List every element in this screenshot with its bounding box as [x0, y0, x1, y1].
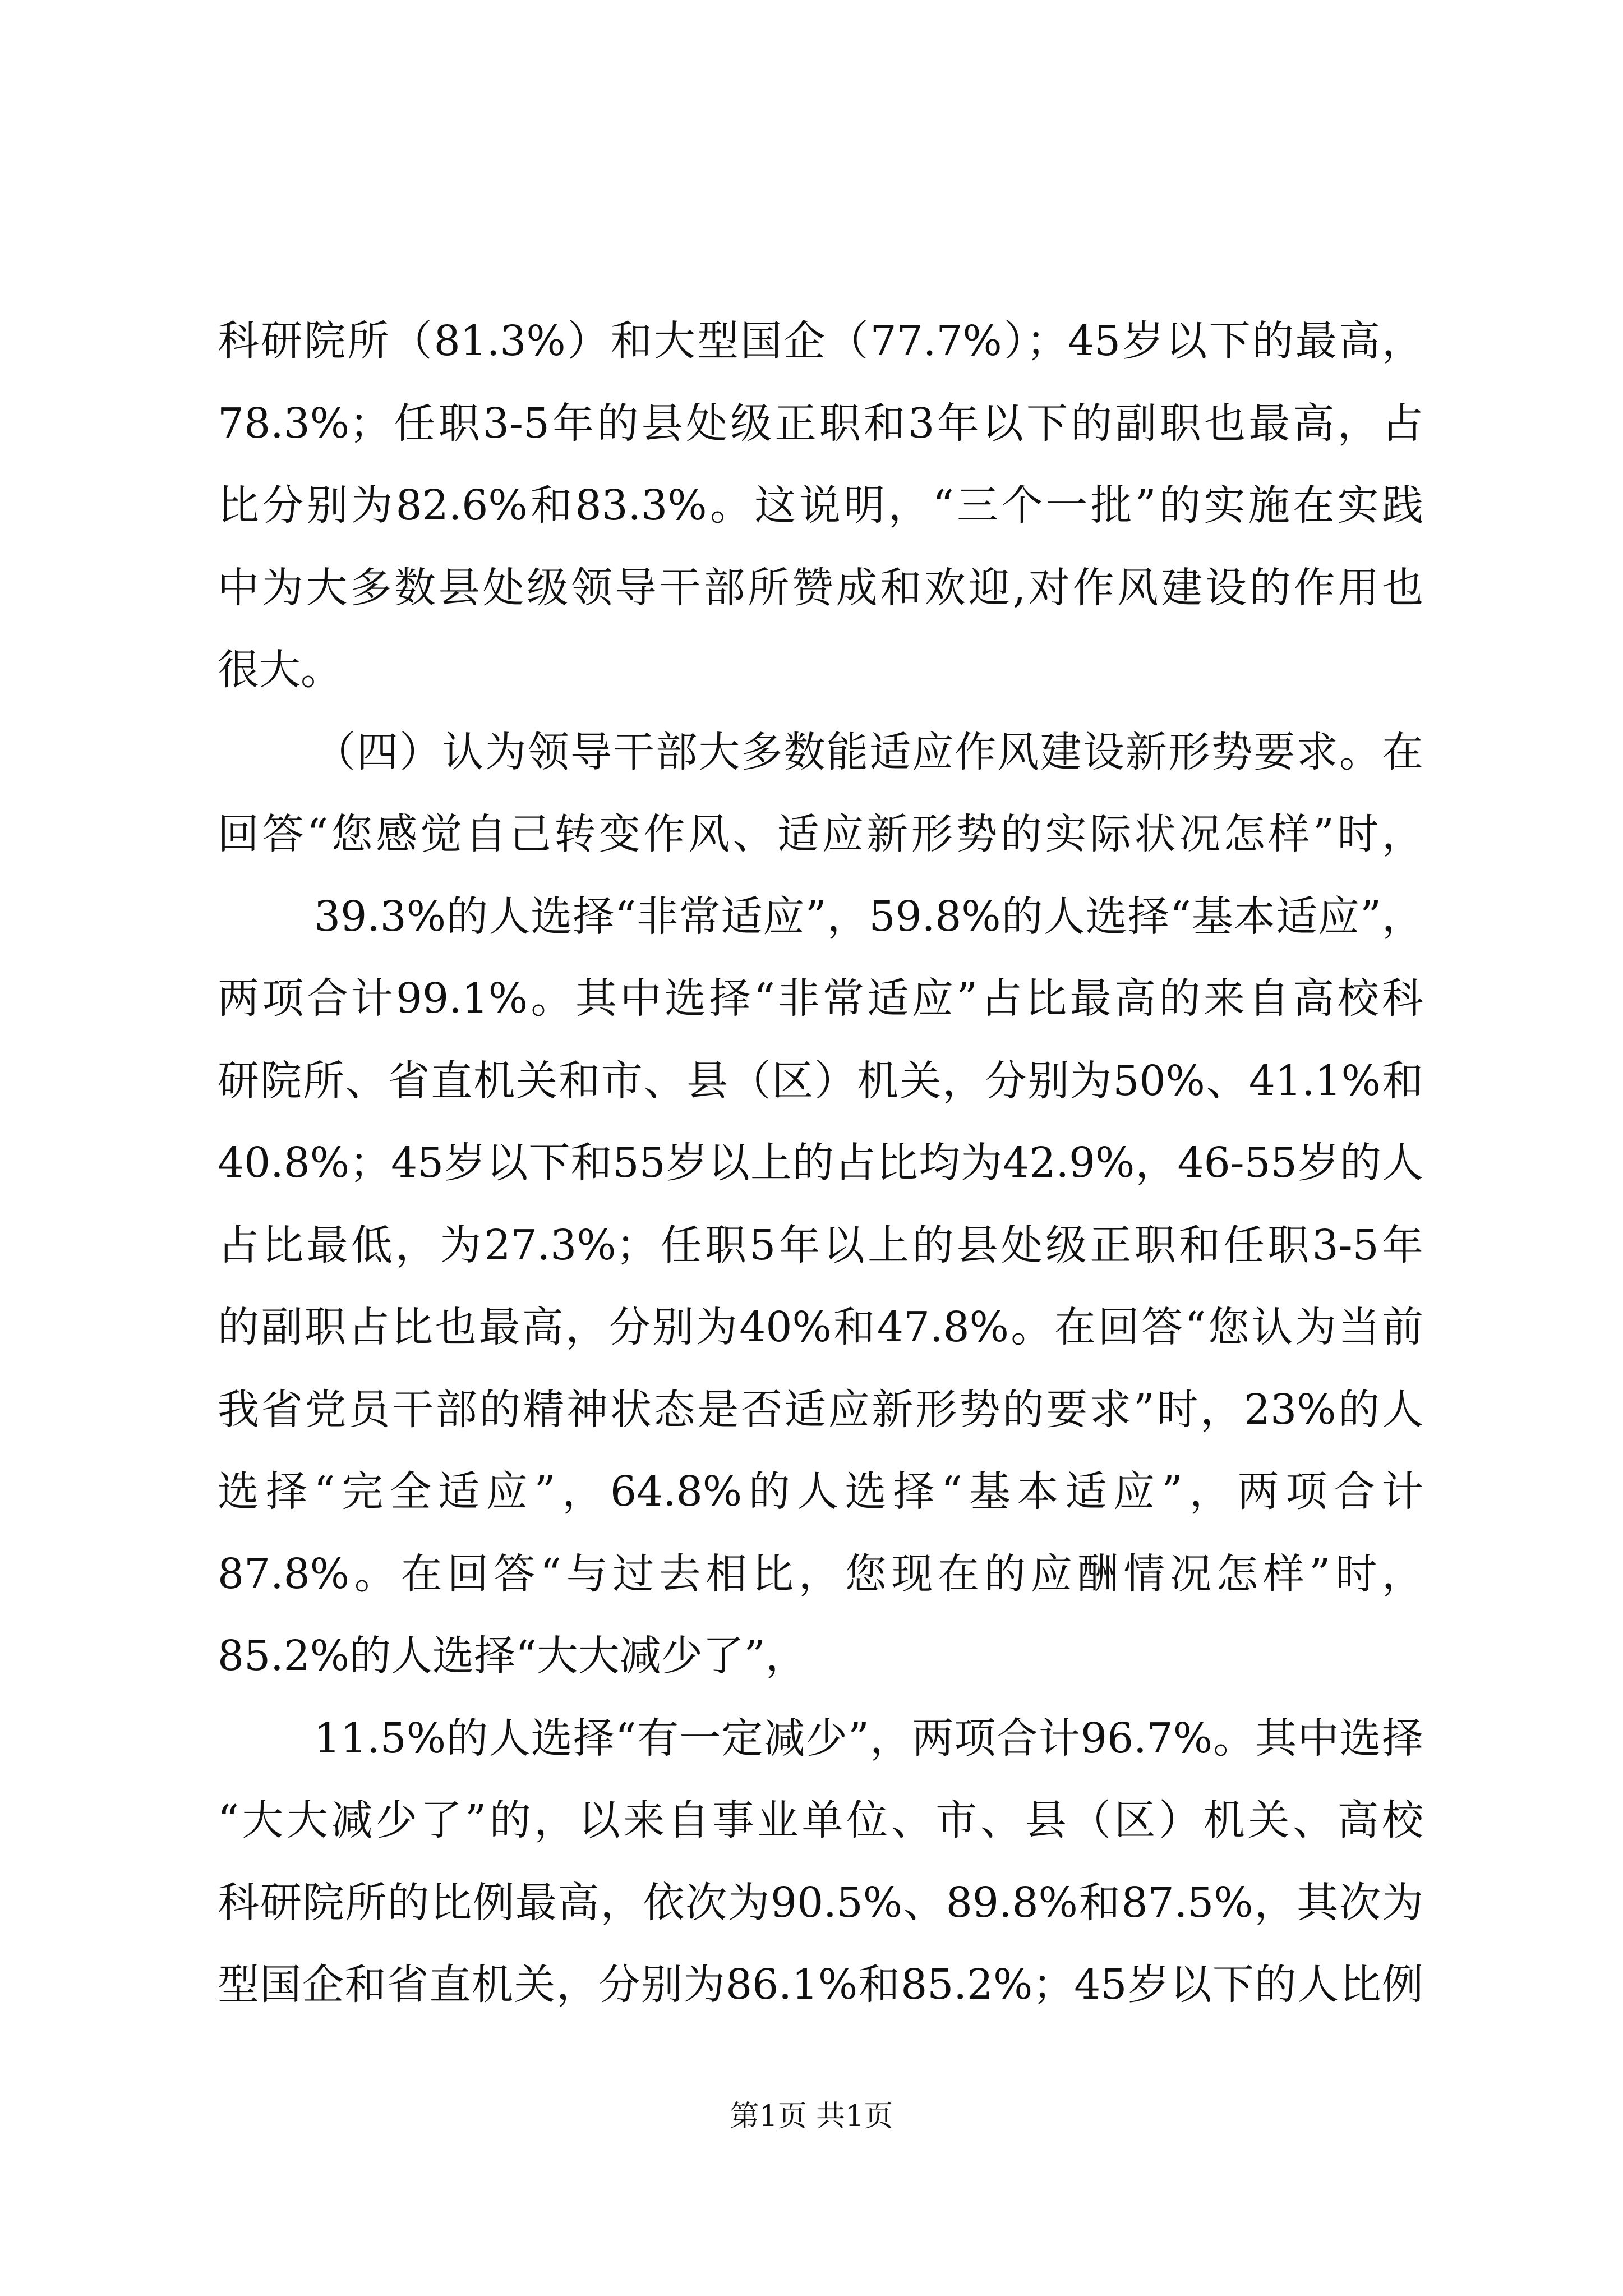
text-line: “大大减少了”的，以来自事业单位、市、县（区）机关、高校 [218, 1796, 1423, 1844]
text-line: 85.2%的人选择“大大减少了”， [218, 1632, 807, 1680]
text-line: 中为大多数县处级领导干部所赞成和欢迎,对作风建设的作用也 [218, 563, 1423, 612]
text-line: 两项合计99.1%。其中选择“非常适应”占比最高的来自高校科 [218, 974, 1423, 1023]
text-line: 科研院所的比例最高，依次为90.5%、89.8%和87.5%，其次为 [218, 1878, 1423, 1927]
body-text [218, 300, 1423, 2026]
section-heading-line: （四）认为领导干部大多数能适应作风建设新形势要求。在 [314, 728, 1423, 776]
text-line: 型国企和省直机关，分别为86.1%和85.2%；45岁以下的人比例 [218, 1961, 1423, 2009]
text-line: 研院所、省直机关和市、县（区）机关，分别为50%、41.1%和 [218, 1056, 1423, 1105]
text-line: 很大。 [218, 646, 342, 694]
text-line: 87.8%。在回答“与过去相比，您现在的应酬情况怎样”时， [218, 1549, 1423, 1598]
text-line: 比分别为82.6%和83.3%。这说明，“三个一批”的实施在实践 [218, 481, 1423, 530]
text-line: 的副职占比也最高，分别为40%和47.8%。在回答“您认为当前 [218, 1303, 1423, 1351]
page-number-footer: 第1页 共1页 [730, 2100, 893, 2133]
text-line: 40.8%；45岁以下和55岁以上的占比均为42.9%，46-55岁的人 [218, 1139, 1423, 1187]
text-line: 选择“完全适应”，64.8%的人选择“基本适应”，两项合计 [218, 1467, 1423, 1516]
text-line: 占比最低，为27.3%；任职5年以上的县处级正职和任职3-5年 [218, 1221, 1423, 1269]
paragraph-start-line: 11.5%的人选择“有一定减少”，两项合计96.7%。其中选择 [314, 1714, 1423, 1763]
text-line: 科研院所（81.3%）和大型国企（77.7%）；45岁以下的最高， [218, 317, 1423, 365]
text-line: 我省党员干部的精神状态是否适应新形势的要求”时，23%的人 [218, 1385, 1423, 1434]
paragraph-start-line: 39.3%的人选择“非常适应”，59.8%的人选择“基本适应”， [314, 892, 1423, 941]
text-line: 78.3%；任职3-5年的县处级正职和3年以下的副职也最高，占 [218, 399, 1423, 448]
text-line: 回答“您感觉自己转变作风、适应新形势的实际状况怎样”时， [218, 810, 1423, 858]
